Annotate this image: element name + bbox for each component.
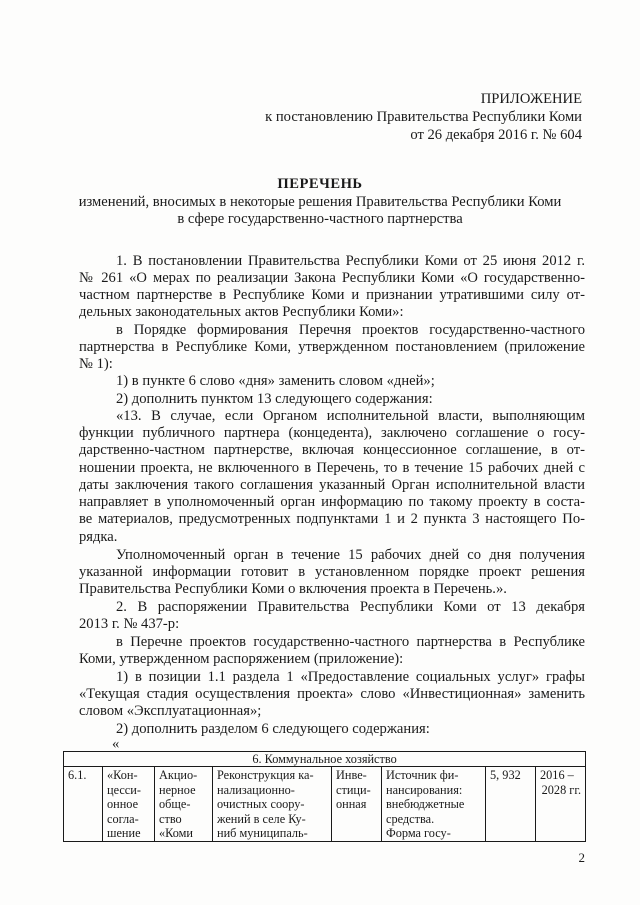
financing-cell [382,767,486,842]
document-subtitle-line-1: изменений, вносимых в некоторые решения Правительства Республики Коми [78,194,562,210]
project-stage-cell [332,767,382,842]
row-number: 6.1. [68,768,87,783]
body-line: функции публичного партнера (концедента), заключено соглашение о госу- [79,425,585,441]
cell-text: онное [107,797,139,812]
cell-text: внебюджетные [386,797,465,812]
cell-text: ство [159,811,182,826]
cell-text: «Коми [159,826,194,841]
body-line: даты заключения такого соглашения указанный Орган исполнительной власти [79,477,585,493]
appendix-label: ПРИЛОЖЕНИЕ [480,91,582,107]
body-line: № 261 «О мерах по реализации Закона Республики Коми «О государственно- [79,270,585,286]
body-line: Уполномоченный орган в течение 15 рабочих дней со дня получения [116,547,585,563]
body-line: 1) в пункте 6 слово «дня» заменить словом «дней»; [116,373,435,389]
row-number-cell [64,767,103,842]
cell-text: нансирования: [386,782,463,797]
cell-text: цесси- [107,782,141,797]
project-form-cell [103,767,155,842]
cell-text: стици- [336,782,371,797]
body-line: 2) дополнить пунктом 13 следующего содержания: [116,391,433,407]
body-line: указанной информации готовит в установленном порядке проект решения [79,564,585,580]
body-line: 2013 г. № 437-р: [79,616,180,632]
body-line: ношении проекта, не включенного в Перечень, то в течение 15 рабочих дней с [79,460,585,476]
body-line: словом «Эксплуатационная»; [79,703,262,719]
appendix-ref: к постановлению Правительства Республики Коми [265,109,582,125]
body-line: 1. В постановлении Правительства Республики Коми от 25 июня 2012 г. [116,253,585,269]
cell-text: 2028 гг. [541,782,582,797]
body-line: дарственно-частном партнерстве, включая концессионное соглашение, в от- [79,442,585,458]
cell-text: согла- [107,811,139,826]
appendix-date: от 26 декабря 2016 г. № 604 [410,127,582,143]
opening-quote: « [112,736,120,752]
body-line: направляет в уполномоченный орган информацию по такому проекту в соста- [79,494,585,510]
body-line: № 1): [79,356,113,372]
body-line: партнерства в Республике Коми, утвержденном постановлением (приложение [79,339,585,355]
cell-text: нерное [159,782,196,797]
cell-text: ниб муниципаль- [217,826,308,841]
cell-text: очистных соору- [217,797,305,812]
body-line: Коми, утвержденном распоряжением (приложение): [79,651,404,667]
cell-text: 5, 932 [490,768,521,783]
document-subtitle-line-2: в сфере государственно-частного партнерства [177,211,463,227]
body-line: рядка. [79,529,118,545]
amount-cell [486,767,536,842]
page-number: 2 [578,850,585,865]
cell-text: Форма госу- [386,826,451,841]
cell-text: 2016 – [540,768,574,783]
partner-cell [155,767,213,842]
project-table [63,751,586,842]
cell-text: обще- [159,797,191,812]
section-title: 6. Коммунальное хозяйство [64,752,586,767]
document-title: ПЕРЕЧЕНЬ [277,176,363,192]
body-line: дельных законодательных актов Республики Коми»: [79,304,404,320]
body-line: частном партнерстве в Республике Коми и признании утратившими силу от- [79,287,585,303]
cell-text: Источник фи- [386,768,459,783]
body-line: в Порядке формирования Перечня проектов государственно-частного [116,322,585,338]
body-line: «13. В случае, если Органом исполнительной власти, выполняющим [116,408,585,424]
period-cell [536,767,586,842]
cell-text: шение [107,826,141,841]
table-row [64,767,586,842]
body-line: в Перечне проектов государственно-частного партнерства в Республике [116,634,585,650]
cell-text: нализационно- [217,782,295,797]
cell-text: жений в селе Ку- [217,811,306,826]
cell-text: Инве- [336,768,367,783]
cell-text: средства. [386,811,435,826]
body-line: «Текущая стадия осуществления проекта» слово «Инвестиционная» заменить [79,686,585,702]
cell-text: Акцио- [159,768,198,783]
body-line: 2) дополнить разделом 6 следующего содержания: [116,721,430,737]
cell-text: «Кон- [107,768,138,783]
table-section-row [64,752,586,767]
body-line: 2. В распоряжении Правительства Республики Коми от 13 декабря [116,599,585,615]
body-line: 1) в позиции 1.1 раздела 1 «Предоставление социальных услуг» графы [116,669,585,685]
project-name-cell [213,767,332,842]
body-line: Правительства Республики Коми о включения проекта в Перечень.». [79,581,507,597]
body-line: ве материалов, предусмотренных подпунктами 1 и 2 пункта 3 настоящего По- [79,511,585,527]
cell-text: Реконструкция ка- [217,768,314,783]
cell-text: онная [336,797,367,812]
